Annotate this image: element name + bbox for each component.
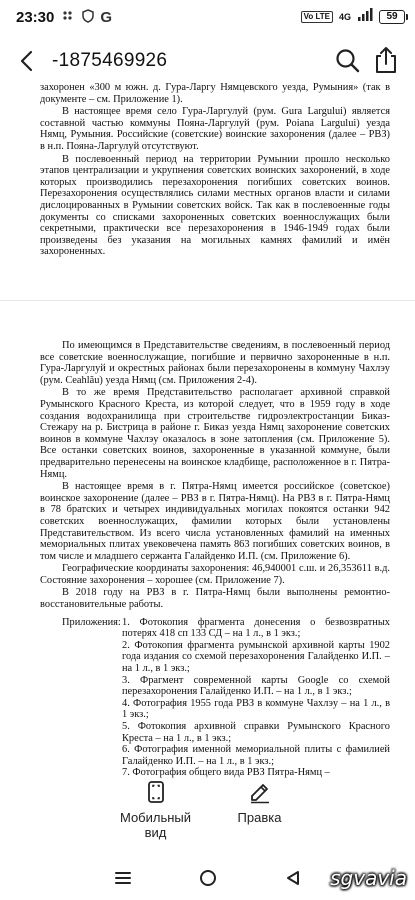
google-icon: G: [100, 8, 113, 26]
appendix-list: [122, 617, 390, 779]
back-triangle-icon: [286, 870, 300, 886]
mobile-view-icon: [144, 780, 168, 804]
document-title: -1875469926: [52, 50, 168, 71]
list-item: 4. Фотография 1955 года РВЗ в коммуне Чахлэу – на 1 л., в 1 экз.;: [122, 697, 390, 721]
search-button[interactable]: [333, 46, 363, 76]
status-bar: [0, 0, 415, 34]
recents-button[interactable]: [113, 868, 133, 888]
network-type: 4G: [338, 11, 351, 22]
back-nav-button[interactable]: [283, 868, 303, 888]
home-circle-icon: [199, 869, 217, 887]
list-item: 3. Фрагмент современной карты Google со схемой перезахоронения Галайденко И.П. – на 1 л., в 1 экз.;: [122, 674, 390, 698]
paragraph: В настоящее время село Гура-Ларгулуй (рум. Gura Largului) является составной частью коммуны Пояна-Ларгулуй (рум. Poiana Largului) уезда Нямц, Румыния. Российские (советские) воинские захоронения (далее – РВЗ) в н.п. Пояна-Ларгулуй отсутствуют.: [40, 106, 390, 152]
edit-button[interactable]: [220, 772, 300, 842]
home-button[interactable]: [198, 868, 218, 888]
signal-bars-icon: [357, 8, 373, 26]
list-item: 2. Фотокопия фрагмента румынской архивной карты 1902 года издания со схемой перезахоронения Галайденко И.П. – на 1 л., в 1 экз.;: [122, 639, 390, 675]
paragraph: Географические координаты захоронения: 46,940001 с.ш. и 26,353611 в.д. Состояние захоронения – хорошее (см. Приложение 7).: [40, 563, 390, 586]
paragraph: В то же время Представительство располагает архивной справкой Румынского Красного Креста, из которой следует, что в 1959 году в ходе создания водохранилища при строительстве гидроэлектростанции Биказ-Стежару на р. Бистрица в районе г. Биказ уезда Нямц захоронение советских воинов в коммуне Чахлэу оказалось в зоне затопления (см. Приложение 5). Все останки советских воинов, захороненные в указанной коммуне, были предварительно перенесены на воинское кладбище, расположенное в г. Пятра-Нямц.: [40, 387, 390, 480]
appendix-section: [40, 617, 390, 779]
document-page-1: [40, 82, 390, 259]
list-item: 7. Фотография общего вида РВЗ Пятра-Нямц –: [122, 767, 330, 779]
edit-label: Правка: [237, 810, 282, 825]
shield-icon: [82, 9, 94, 26]
bottom-toolbar: [0, 772, 415, 842]
share-icon: [371, 44, 401, 76]
mobile-view-label: Мобильный вид: [119, 810, 192, 840]
app-bar: [0, 38, 415, 84]
volte-badge: Vo LTE: [301, 11, 333, 23]
chevron-left-icon: [19, 50, 33, 72]
page-break: [0, 300, 415, 301]
list-item: 1. Фотокопия фрагмента донесения о безвозвратных потерях 418 сп 133 СД – на 1 л., в 1 экз.;: [122, 616, 390, 640]
paragraph: захоронен «300 м южн. д. Гура-Ларгу Нямцевского уезда, Румыния» (так в документе – см. Приложение 1).: [40, 82, 390, 105]
paragraph: В настоящее время в г. Пятра-Нямц имеется российское (советское) воинское захоронение (далее – РВЗ в г. Пятра-Нямц). На РВЗ в г. Пятра-Нямц в 78 братских и четырех индивидуальных могилах покоятся останки 942 советских военнослужащих, фамилии которых были установлены Представительством. Из всего числа установленных фамилий на именных мемориальных плитах увековечена память 863 погибших советских воинов, в том числе и младшего сержанта Галайденко И.П. (см. Приложение 6).: [40, 481, 390, 562]
share-button[interactable]: [371, 44, 401, 76]
paragraph: По имеющимся в Представительстве сведениям, в послевоенный период все советские военнослужащие, погибшие и первично захороненные в н.п. Гура-Ларгулуй и окрестных районах были перезахоронены в коммуну Чахлэу (рум. Ceahlău) уезда Нямц (см. Приложения 2-4).: [40, 340, 390, 386]
status-time: 23:30: [16, 8, 55, 26]
document-page-2: [40, 340, 390, 779]
list-item: 6. Фотография именной мемориальной плиты с фамилией Галайденко И.П. – на 1 л., в 1 экз.;: [122, 744, 390, 767]
paragraph: В послевоенный период на территории Румынии прошло несколько этапов централизации и укрупнения советских воинских захоронений, в ходе которых производились перезахоронения погибших советских воинов. Перезахоронения осуществлялись силами местных органов власти и силами дислоцированных в Румынии советских войск. Так как в послевоенные годы документы со списками захороненных советских военнослужащих были секретными, практически все перезахоронения в 1946-1949 годах были произведены без указания на могильных камнях фамилий и имён захороненных.: [40, 153, 390, 258]
menu-icon: [115, 871, 131, 885]
search-icon: [333, 46, 363, 76]
appendix-heading: Приложения:: [62, 616, 121, 628]
watermark: sgvavia: [330, 866, 407, 890]
battery-indicator: 59: [379, 10, 405, 24]
document-viewer[interactable]: [0, 82, 415, 779]
mobile-view-button[interactable]: [116, 772, 196, 842]
paragraph: В 2018 году на РВЗ в г. Пятра-Нямц были выполнены ремонтно-восстановительные работы.: [40, 587, 390, 611]
pencil-icon: [248, 780, 272, 804]
back-button[interactable]: [0, 38, 52, 84]
list-item: 5. Фотокопия архивной справки Румынского Красного Креста – на 1 л., в 1 экз.;: [122, 721, 390, 744]
signal-dots-icon: [62, 9, 76, 26]
